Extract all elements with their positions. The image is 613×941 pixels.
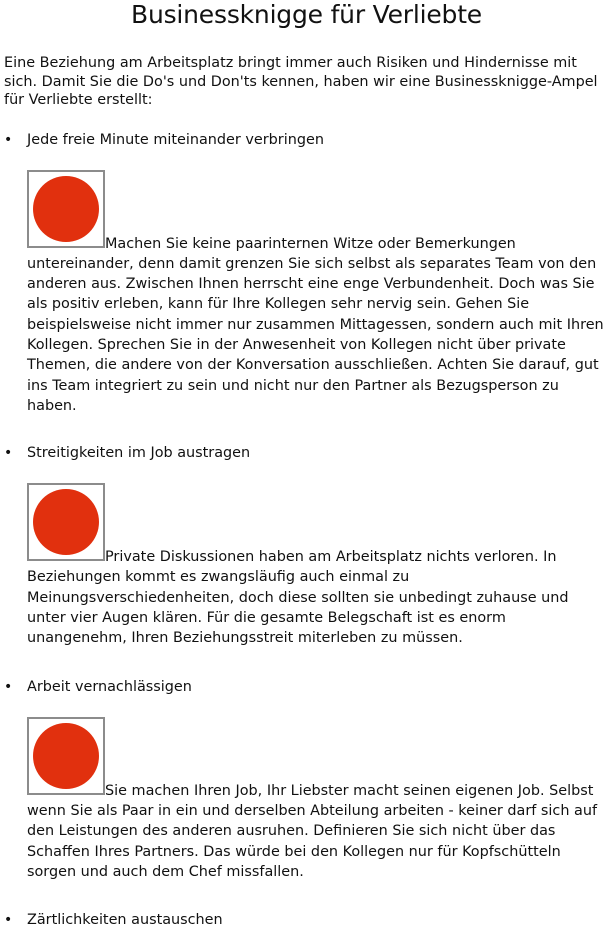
rule-list [0, 130, 613, 931]
item-title: • Zärtlichkeiten austauschen [27, 910, 613, 930]
red-light-dot [33, 489, 99, 555]
item-title: • Streitigkeiten im Job austragen [27, 443, 613, 463]
item-body [27, 717, 609, 882]
list-item [0, 677, 613, 882]
red-traffic-light-icon [27, 483, 105, 561]
red-traffic-light-icon [27, 170, 105, 248]
intro-paragraph: Eine Beziehung am Arbeitsplatz bringt immer auch Risiken und Hindernisse mit sich. Damit Sie die Do's und Don'ts kennen, haben wir eine Businessknigge-Ampel für Verliebte erstellt: [4, 55, 598, 108]
item-title: • Jede freie Minute miteinander verbringen [27, 130, 613, 150]
item-title: • Arbeit vernachlässigen [27, 677, 613, 697]
list-item [0, 130, 613, 417]
red-light-dot [33, 723, 99, 789]
red-traffic-light-icon [27, 717, 105, 795]
list-item [0, 443, 613, 648]
item-body [27, 170, 609, 417]
item-text: Sie machen Ihren Job, Ihr Liebster macht seinen eigenen Job. Selbst wenn Sie als Paar in ein und derselben Abteilung arbeiten - keiner darf sich auf den Leistungen des anderen ausruhen. Definieren Sie sich nicht über das Schaffen Ihres Partners. Das würde bei den Kollegen nur für Kopfschütteln sorgen und auch dem Chef missfallen. [27, 782, 598, 880]
list-item [0, 910, 613, 930]
item-text: Machen Sie keine paarinternen Witze oder Bemerkungen untereinander, denn damit grenzen Sie sich selbst als separates Team von den anderen aus. Zwischen Ihnen herrscht eine enge Verbundenheit. Doch was Sie als positiv erleben, kann für Ihre Kollegen sehr nervig sein. Gehen Sie beispielsweise nicht immer nur zusammen Mittagessen, sondern auch mit Ihren Kollegen. Sprechen Sie in der Anwesenheit von Kollegen nicht über private Themen, die andere von der Konversation ausschließen. Achten Sie darauf, gut ins Team integriert zu sein und nicht nur den Partner als Bezugsperson zu haben. [27, 235, 604, 414]
item-text: Private Diskussionen haben am Arbeitsplatz nichts verloren. In Beziehungen kommt es zwangsläufig auch einmal zu Meinungsverschiedenheiten, doch diese sollten sie unbedingt zuhause und unter vier Augen klären. Für die gesamte Belegschaft ist es enorm unangenehm, Ihren Beziehungsstreit miterleben zu müssen. [27, 549, 569, 647]
page-title: Businessknigge für Verliebte [131, 0, 482, 29]
item-body [27, 483, 609, 648]
red-light-dot [33, 176, 99, 242]
